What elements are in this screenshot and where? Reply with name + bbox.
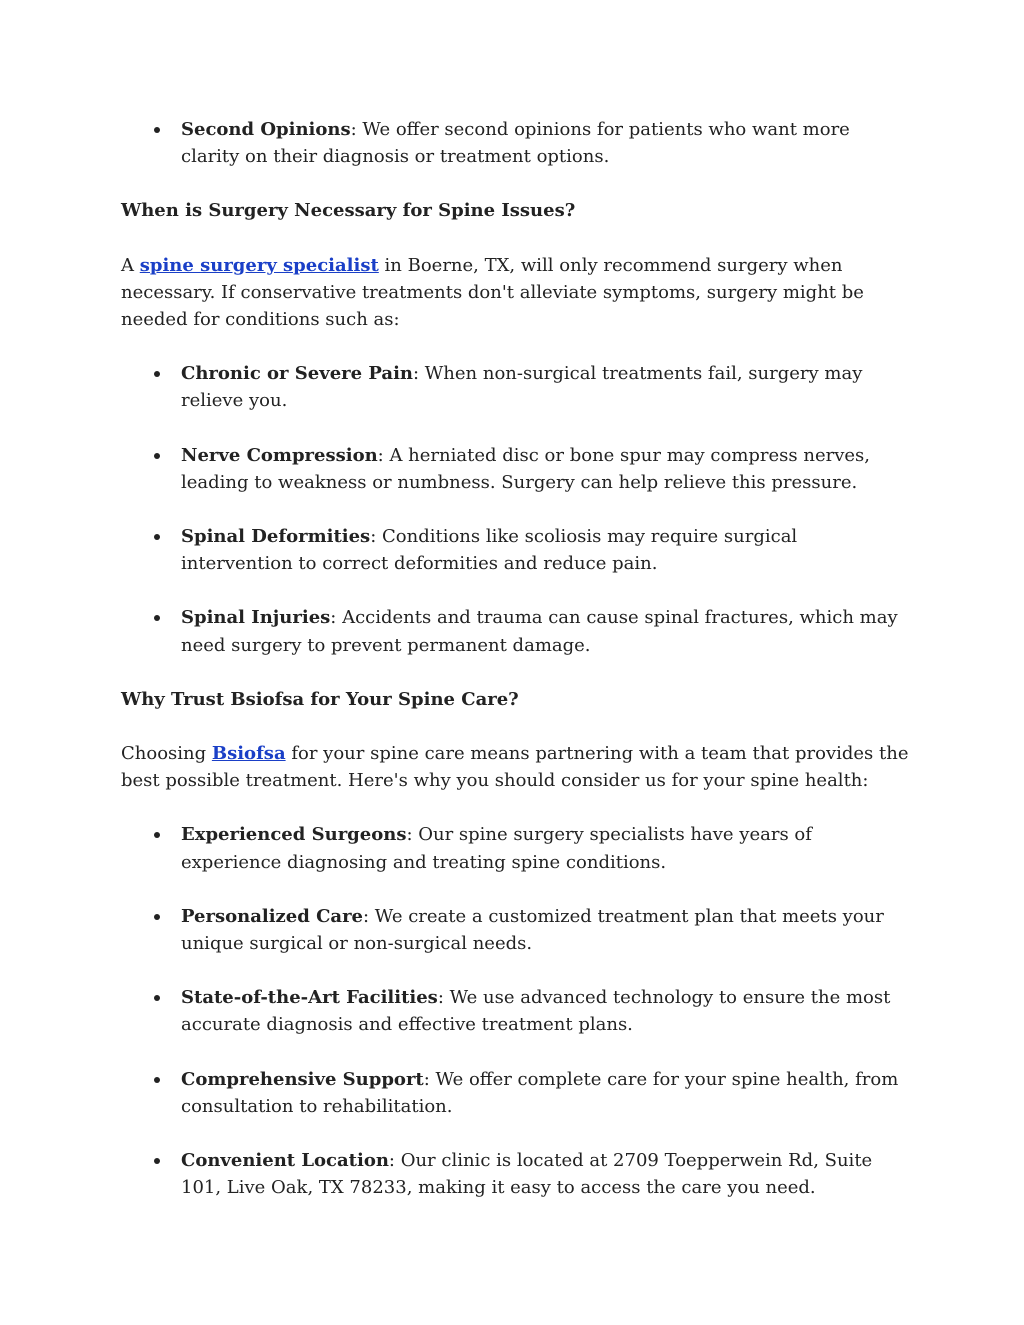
- list-item-text: : We create a customized treatment plan that meets your unique surgical or non-surgical needs.: [181, 905, 884, 955]
- list-item-text: : A herniated disc or bone spur may compress nerves, leading to weakness or numbness. Surgery can help relieve this pressure.: [181, 444, 871, 493]
- list-item-term: Experienced Surgeons: [181, 824, 407, 846]
- list-item: [121, 116, 911, 170]
- list-item-term: Second Opinions: [181, 119, 351, 140]
- list-item-text: : Our clinic is located at 2709 Toepperwein Rd, Suite 101, Live Oak, TX 78233, making it easy to access the care you need.: [181, 1150, 873, 1199]
- section-paragraph-why-trust: [121, 740, 911, 794]
- document-page: [121, 116, 911, 1201]
- spine-surgery-specialist-link[interactable]: spine surgery specialist: [139, 254, 379, 276]
- surgery-conditions-list: [121, 360, 911, 659]
- list-item-term: Convenient Location: [181, 1150, 389, 1172]
- list-item-text: : We offer second opinions for patients who want more clarity on their diagnosis or treatment options.: [181, 119, 850, 168]
- list-item-term: Nerve Compression: [181, 444, 378, 466]
- bullet-icon: [154, 453, 160, 459]
- bullet-icon: [154, 127, 160, 133]
- paragraph-suffix: in Boerne, TX, will only recommend surgery when necessary. If conservative treatments don't alleviate symptoms, surgery might be needed for conditions such as:: [121, 254, 864, 331]
- list-item: [121, 984, 911, 1038]
- section-heading-surgery: When is Surgery Necessary for Spine Issues?: [121, 200, 576, 222]
- list-item: [121, 360, 911, 414]
- bsiofsa-link[interactable]: Bsiofsa: [211, 743, 286, 765]
- list-item-text: : Conditions like scoliosis may require surgical intervention to correct deformities and reduce pain.: [181, 526, 798, 575]
- list-item-term: Spinal Deformities: [181, 526, 371, 548]
- list-item-text: : We offer complete care for your spine health, from consultation to rehabilitation.: [181, 1068, 899, 1117]
- list-item-term: Chronic or Severe Pain: [181, 363, 414, 385]
- paragraph-prefix: Choosing: [121, 743, 212, 765]
- list-item: [121, 442, 911, 496]
- list-item-text: : When non-surgical treatments fail, surgery may relieve you.: [181, 363, 863, 412]
- reasons-list: [121, 821, 911, 1201]
- paragraph-suffix: for your spine care means partnering with a team that provides the best possible treatment. Here's why you should consider us for your spine health:: [121, 743, 909, 792]
- list-item: [121, 1066, 911, 1120]
- bullet-icon: [154, 371, 160, 377]
- list-item-text: : Accidents and trauma can cause spinal fractures, which may need surgery to prevent permanent damage.: [181, 607, 898, 656]
- list-item-term: Personalized Care: [181, 905, 364, 927]
- list-item-term: State-of-the-Art Facilities: [181, 987, 438, 1009]
- list-item: [121, 1147, 911, 1201]
- bullet-icon: [154, 615, 160, 621]
- bullet-icon: [154, 995, 160, 1001]
- bullet-icon: [154, 1158, 160, 1164]
- bullet-icon: [154, 1077, 160, 1083]
- intro-bullet-list: [121, 116, 911, 170]
- paragraph-prefix: A: [121, 254, 140, 276]
- list-item-text: : We use advanced technology to ensure the most accurate diagnosis and effective treatment plans.: [181, 987, 891, 1036]
- list-item-term: Spinal Injuries: [181, 607, 331, 629]
- bullet-icon: [154, 914, 160, 920]
- list-item-text: : Our spine surgery specialists have years of experience diagnosing and treating spine conditions.: [181, 824, 812, 873]
- section-paragraph-surgery: [121, 252, 911, 334]
- bullet-icon: [154, 832, 160, 838]
- list-item: [121, 821, 911, 875]
- list-item: [121, 523, 911, 577]
- list-item: [121, 604, 911, 658]
- bullet-icon: [154, 534, 160, 540]
- section-heading-why-trust: Why Trust Bsiofsa for Your Spine Care?: [121, 688, 519, 710]
- list-item-term: Comprehensive Support: [181, 1068, 424, 1090]
- list-item: [121, 903, 911, 957]
